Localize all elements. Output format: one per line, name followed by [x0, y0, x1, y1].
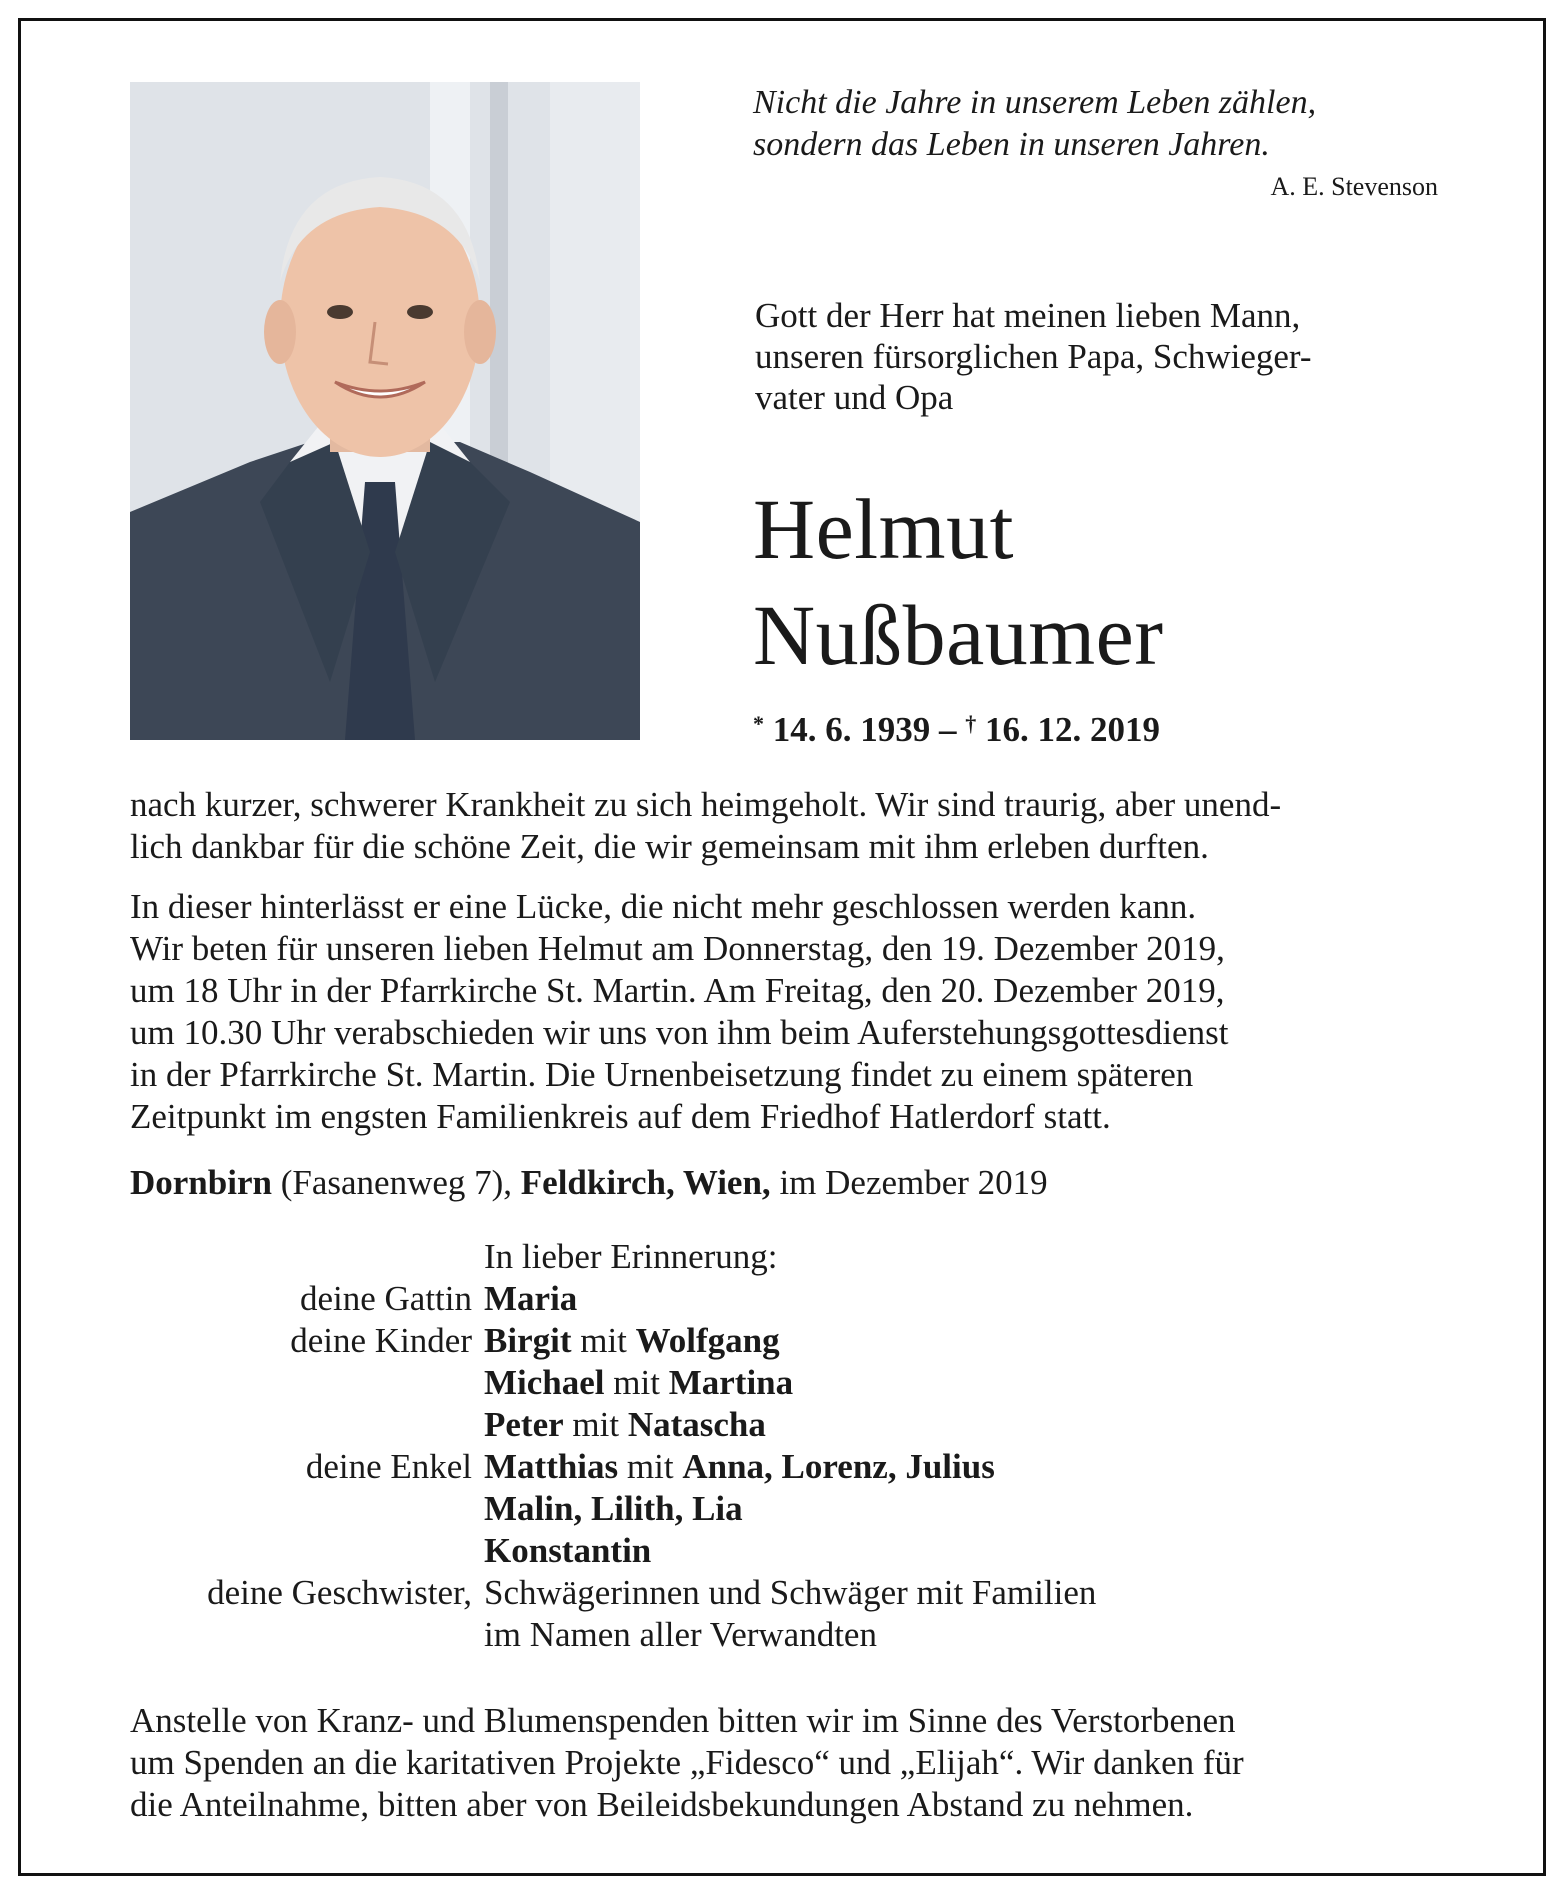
death-mark: † [965, 711, 977, 736]
kid-name: Birgit [484, 1321, 572, 1360]
grandkid-names: Malin, Lilith, Lia [484, 1489, 743, 1528]
place-address: (Fasanenweg 7), [271, 1163, 521, 1202]
relatives-text: im Namen aller Verwandten [484, 1615, 877, 1654]
deceased-name [753, 476, 1163, 688]
body-line: Wir beten für unseren lieben Helmut am Donnerstag, den 19. Dezember 2019, [130, 929, 1225, 968]
quote-line-2: sondern das Leben in unseren Jahren. [753, 126, 1270, 163]
place-and-date [130, 1163, 1048, 1203]
kid-partner: Martina [668, 1363, 794, 1402]
kid-partner: Natascha [627, 1405, 766, 1444]
quote-text [753, 82, 1443, 166]
portrait-illustration [130, 82, 640, 740]
kid-name: Peter [484, 1405, 564, 1444]
intro-text [755, 295, 1455, 418]
grandkid-name: Konstantin [484, 1531, 652, 1570]
life-dates [753, 710, 1160, 750]
quote-line-1: Nicht die Jahre in unserem Leben zählen, [753, 84, 1317, 121]
siblings-text: Schwägerinnen und Schwäger mit Familien [484, 1573, 1097, 1612]
intro-line-1: Gott der Herr hat meinen lieben Mann, [755, 296, 1301, 335]
closing-line: um Spenden an die karitativen Projekte „Fidesco“ und „Elijah“. Wir danken für [130, 1743, 1244, 1782]
date-dash: – [939, 710, 957, 749]
place-cities-2: Feldkirch, Wien, [520, 1163, 771, 1202]
closing-line: Anstelle von Kranz- und Blumenspenden bitten wir im Sinne des Verstorbenen [130, 1701, 1236, 1740]
last-name: Nußbaumer [753, 587, 1164, 683]
memory-heading: In lieber Erinnerung: [484, 1237, 778, 1276]
body-paragraph-1 [130, 784, 1440, 868]
kids-label: deine Kinder [290, 1321, 472, 1360]
with-text: mit [604, 1363, 669, 1402]
with-text: mit [563, 1405, 628, 1444]
portrait-photo [130, 82, 640, 740]
body-line: lich dankbar für die schöne Zeit, die wir gemeinsam mit ihm erleben durften. [130, 827, 1209, 866]
closing-paragraph [130, 1700, 1440, 1826]
grandkids-label: deine Enkel [305, 1447, 472, 1486]
body-line: In dieser hinterlässt er eine Lücke, die nicht mehr geschlossen werden kann. [130, 887, 1197, 926]
mourners-list [130, 1236, 1440, 1656]
quote-author: A. E. Stevenson [1270, 172, 1438, 201]
death-date: 16. 12. 2019 [985, 710, 1160, 749]
birth-date: 14. 6. 1939 [772, 710, 931, 749]
grandkid-names: Anna, Lorenz, Julius [682, 1447, 995, 1486]
place-city-1: Dornbirn [130, 1163, 272, 1202]
body-line: nach kurzer, schwerer Krankheit zu sich heimgeholt. Wir sind traurig, aber unend- [130, 785, 1282, 824]
place-date: im Dezember 2019 [770, 1163, 1048, 1202]
kid-partner: Wolfgang [635, 1321, 780, 1360]
wife-name: Maria [484, 1279, 578, 1318]
wife-label: deine Gattin [299, 1279, 472, 1318]
body-line: um 18 Uhr in der Pfarrkirche St. Martin. Am Freitag, den 20. Dezember 2019, [130, 971, 1225, 1010]
first-name: Helmut [753, 481, 1014, 577]
body-line: um 10.30 Uhr verabschieden wir uns von ihm beim Auferstehungsgottesdienst [130, 1013, 1229, 1052]
birth-mark: * [753, 711, 764, 736]
closing-line: die Anteilnahme, bitten aber von Beileidsbekundungen Abstand zu nehmen. [130, 1785, 1194, 1824]
intro-line-3: vater und Opa [755, 378, 954, 417]
siblings-label: deine Geschwister, [207, 1573, 472, 1612]
with-text: mit [618, 1447, 683, 1486]
kid-name: Michael [484, 1363, 605, 1402]
body-line: in der Pfarrkirche St. Martin. Die Urnenbeisetzung findet zu einem späteren [130, 1055, 1194, 1094]
with-text: mit [571, 1321, 636, 1360]
body-line: Zeitpunkt im engsten Familienkreis auf dem Friedhof Hatlerdorf statt. [130, 1097, 1111, 1136]
grandkid-name: Matthias [484, 1447, 619, 1486]
body-paragraph-2 [130, 886, 1440, 1138]
intro-line-2: unseren fürsorglichen Papa, Schwieger- [755, 337, 1312, 376]
